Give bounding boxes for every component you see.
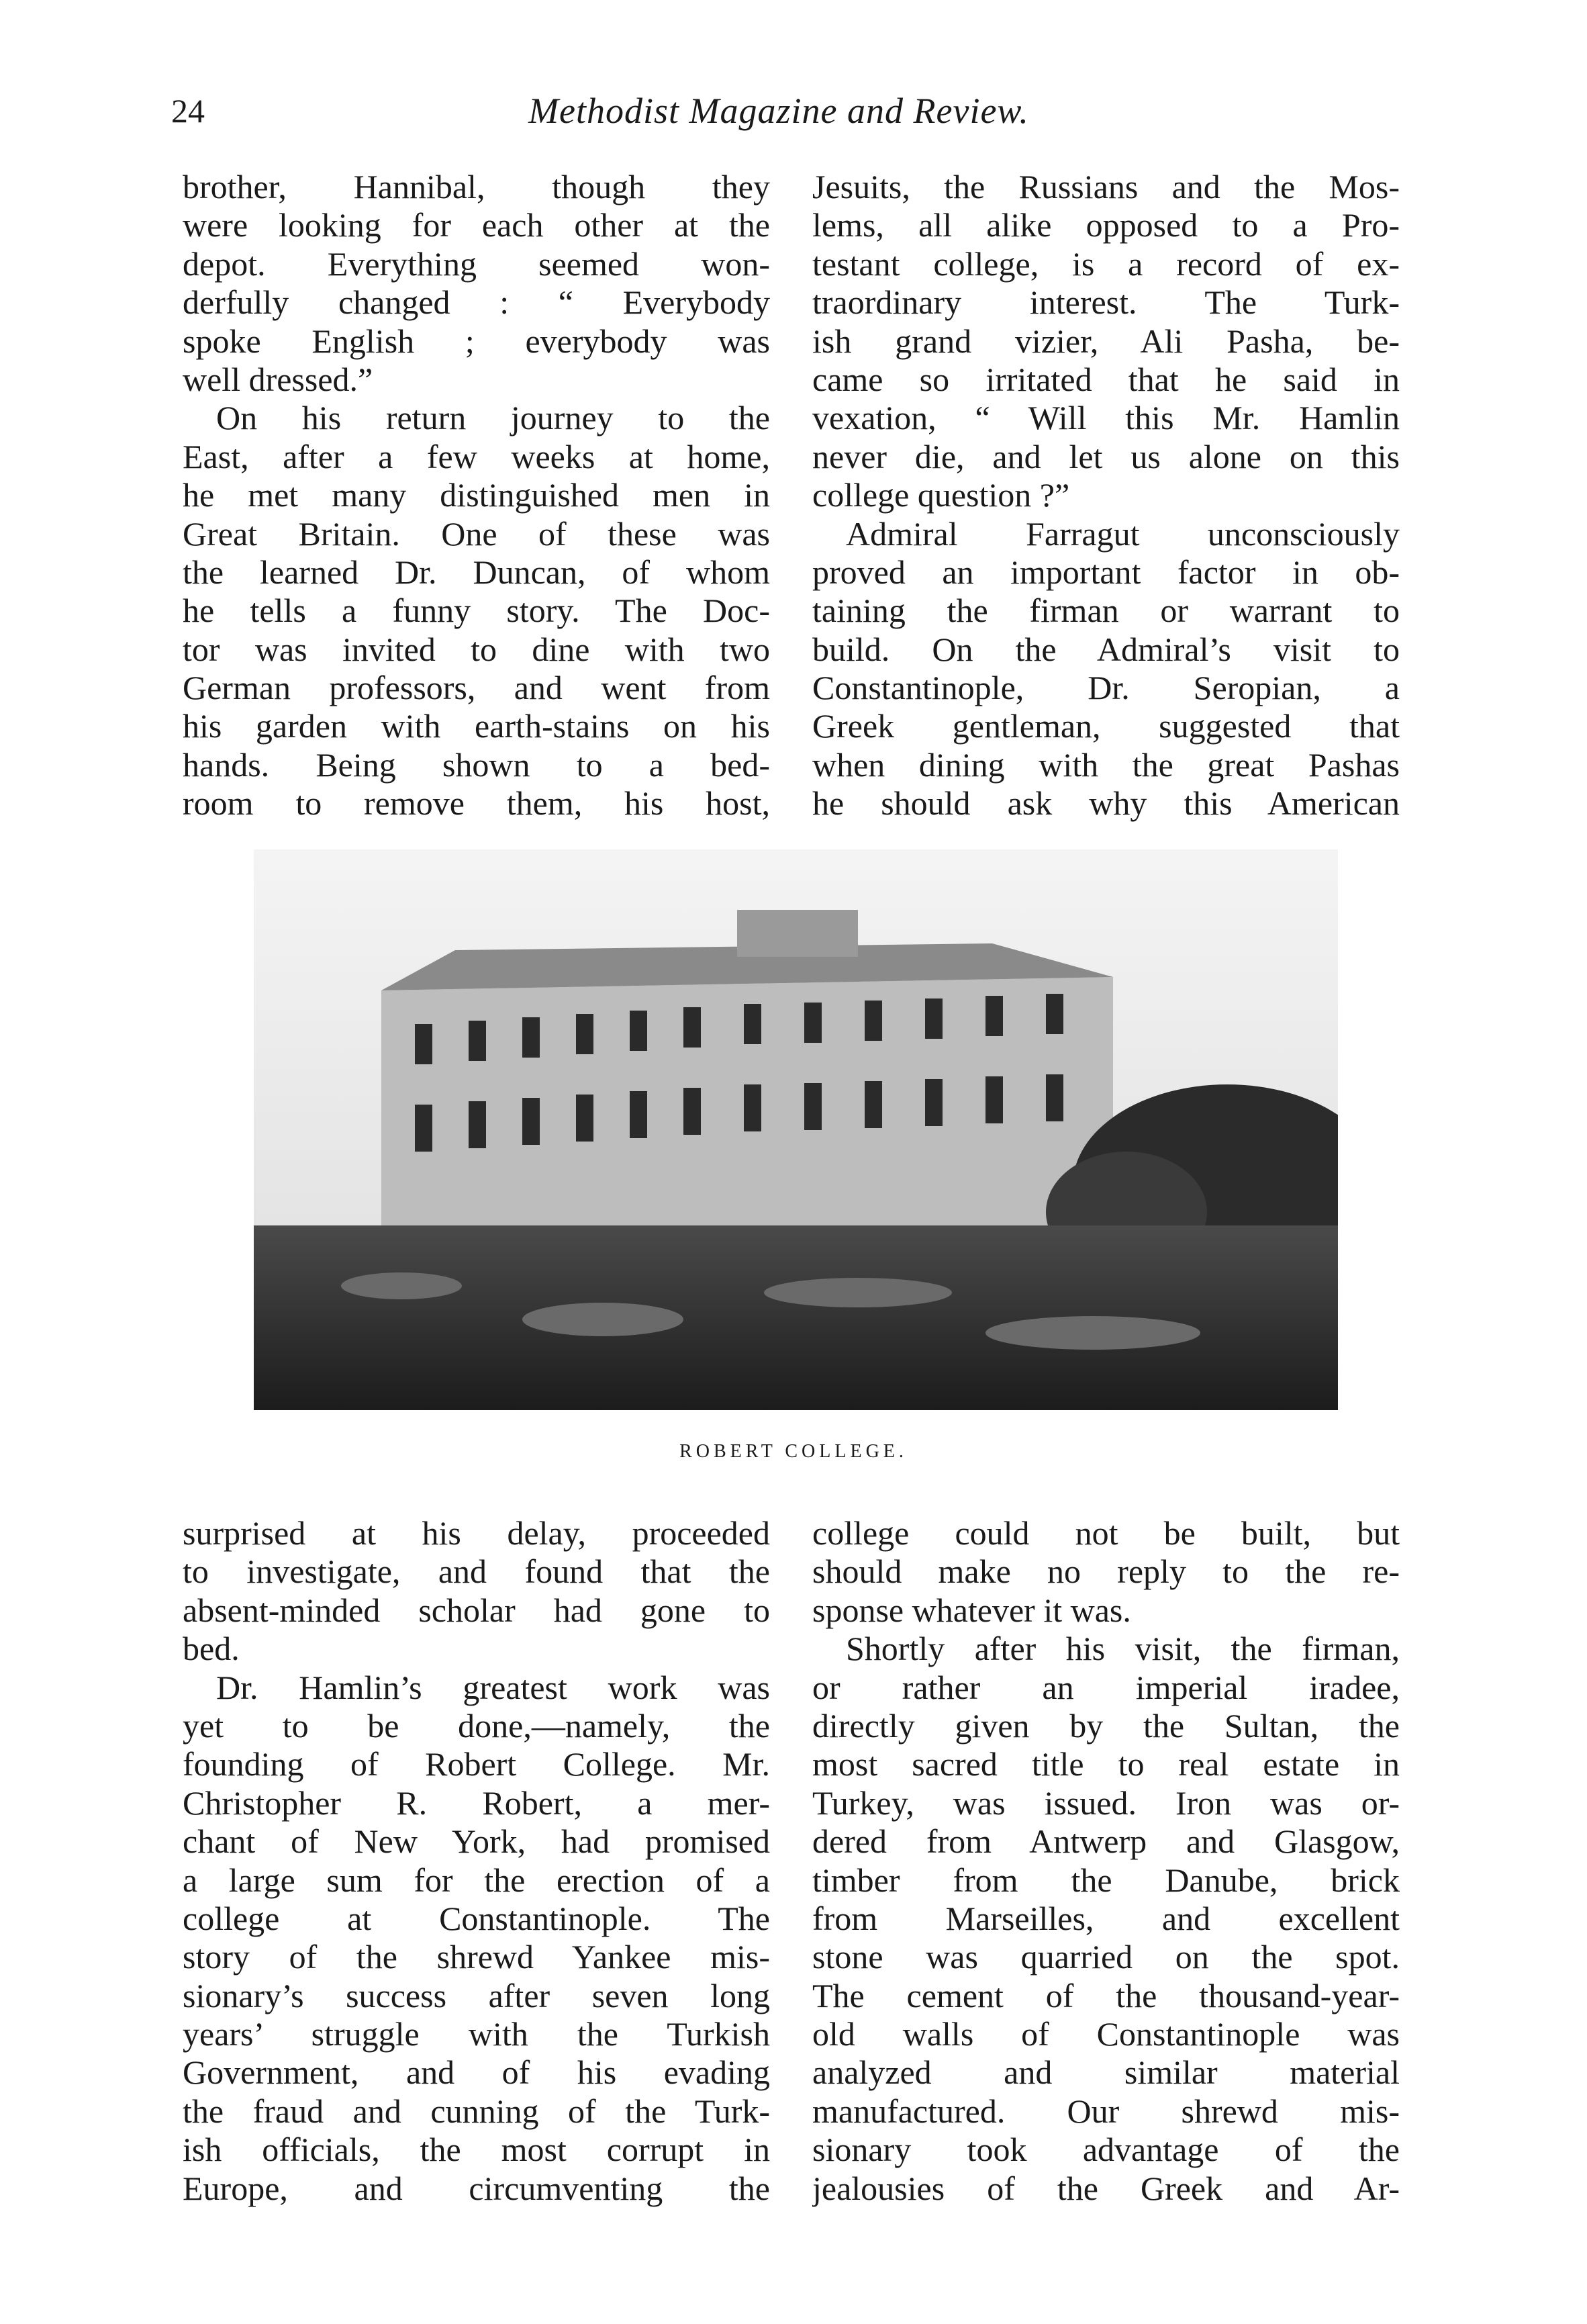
text-line: Jesuits, the Russians and the Mos- <box>812 168 1400 205</box>
text-line: ish grand vizier, Ali Pasha, be- <box>812 322 1400 360</box>
text-line: Shortly after his visit, the firman, <box>846 1630 1400 1668</box>
text-line: the fraud and cunning of the Turk- <box>183 2092 770 2130</box>
text-line: testant college, is a record of ex- <box>812 244 1400 283</box>
text-line: a large sum for the erection of a <box>183 1861 770 1899</box>
text-line: Admiral Farragut unconsciously <box>846 514 1400 553</box>
text-line: college question ?” <box>812 476 1070 514</box>
text-line: Turkey, was issued. Iron was or- <box>812 1783 1400 1822</box>
text-line: to investigate, and found that the <box>183 1552 770 1591</box>
text-line: yet to be done,—namely, the <box>183 1706 770 1745</box>
text-line: German professors, and went from <box>183 669 770 707</box>
text-line: college could not be built, but <box>812 1514 1400 1552</box>
text-line: dered from Antwerp and Glasgow, <box>812 1822 1400 1861</box>
text-line: Constantinople, Dr. Seropian, a <box>812 669 1400 707</box>
text-line: years’ struggle with the Turkish <box>183 2015 770 2053</box>
text-line: Greek gentleman, suggested that <box>812 707 1400 745</box>
text-line: his garden with earth-stains on his <box>183 707 770 745</box>
text-line: he should ask why this American <box>812 784 1400 823</box>
text-line: spoke English ; everybody was <box>183 322 770 360</box>
figure-caption: ROBERT COLLEGE. <box>679 1441 908 1462</box>
text-line: room to remove them, his host, <box>183 784 770 823</box>
column-bottom-right <box>812 1514 1400 2208</box>
running-title: Methodist Magazine and Review. <box>528 91 1029 131</box>
text-line: derfully changed : “ Everybody <box>183 283 770 322</box>
text-line: Europe, and circumventing the <box>183 2169 770 2207</box>
text-line: jealousies of the Greek and Ar- <box>812 2169 1400 2207</box>
text-line: or rather an imperial iradee, <box>812 1668 1400 1706</box>
text-line: sionary took advantage of the <box>812 2131 1400 2169</box>
text-line: when dining with the great Pashas <box>812 745 1400 784</box>
text-line: build. On the Admiral’s visit to <box>812 630 1400 668</box>
text-line: vexation, “ Will this Mr. Hamlin <box>812 399 1400 437</box>
text-line: surprised at his delay, proceeded <box>183 1514 770 1552</box>
text-line: ish officials, the most corrupt in <box>183 2131 770 2169</box>
running-header <box>171 84 1386 138</box>
text-line: stone was quarried on the spot. <box>812 1938 1400 1976</box>
text-line: brother, Hannibal, though they <box>183 168 770 205</box>
text-line: timber from the Danube, brick <box>812 1861 1400 1899</box>
text-line: directly given by the Sultan, the <box>812 1706 1400 1745</box>
building-illustration <box>254 849 1338 1410</box>
column-bottom-left <box>183 1514 770 2208</box>
column-top-right <box>812 168 1400 823</box>
text-line: should make no reply to the re- <box>812 1552 1400 1591</box>
text-line: proved an important factor in ob- <box>812 553 1400 591</box>
text-line: Government, and of his evading <box>183 2053 770 2092</box>
text-line: manufactured. Our shrewd mis- <box>812 2092 1400 2130</box>
text-line: came so irritated that he said in <box>812 360 1400 398</box>
text-line: story of the shrewd Yankee mis- <box>183 1938 770 1976</box>
text-line: traordinary interest. The Turk- <box>812 283 1400 322</box>
text-line: The cement of the thousand-year- <box>812 1976 1400 2014</box>
text-line: hands. Being shown to a bed- <box>183 745 770 784</box>
text-line: Christopher R. Robert, a mer- <box>183 1783 770 1822</box>
text-line: East, after a few weeks at home, <box>183 437 770 475</box>
text-line: from Marseilles, and excellent <box>812 1899 1400 1937</box>
text-line: most sacred title to real estate in <box>812 1745 1400 1783</box>
text-line: he tells a funny story. The Doc- <box>183 592 770 630</box>
text-line: college at Constantinople. The <box>183 1899 770 1937</box>
text-line: never die, and let us alone on this <box>812 437 1400 475</box>
text-line: taining the firman or warrant to <box>812 592 1400 630</box>
text-line: founding of Robert College. Mr. <box>183 1745 770 1783</box>
text-line: were looking for each other at the <box>183 206 770 244</box>
text-line: depot. Everything seemed won- <box>183 244 770 283</box>
text-line: well dressed.” <box>183 360 373 398</box>
text-line: lems, all alike opposed to a Pro- <box>812 206 1400 244</box>
text-line: sionary’s success after seven long <box>183 1976 770 2014</box>
column-top-left <box>183 168 770 823</box>
text-line: Dr. Hamlin’s greatest work was <box>216 1668 770 1706</box>
text-line: Great Britain. One of these was <box>183 514 770 553</box>
text-line: On his return journey to the <box>216 399 770 437</box>
text-line: absent-minded scholar had gone to <box>183 1591 770 1629</box>
text-line: analyzed and similar material <box>812 2053 1400 2092</box>
text-line: old walls of Constantinople was <box>812 2015 1400 2053</box>
text-line: he met many distinguished men in <box>183 476 770 514</box>
text-line: sponse whatever it was. <box>812 1591 1131 1629</box>
text-line: chant of New York, had promised <box>183 1822 770 1861</box>
text-line: tor was invited to dine with two <box>183 630 770 668</box>
page-number: 24 <box>171 92 205 130</box>
text-line: bed. <box>183 1630 240 1668</box>
robert-college-photo <box>254 849 1338 1410</box>
text-line: the learned Dr. Duncan, of whom <box>183 553 770 591</box>
